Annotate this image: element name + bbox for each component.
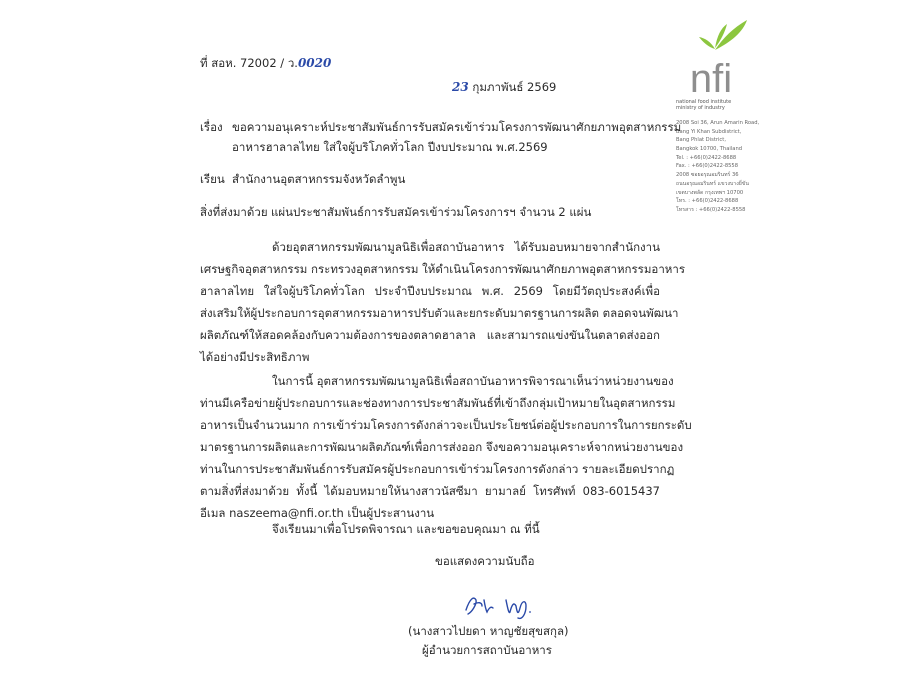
address-line: Fax. : +66(0)2422-8558 xyxy=(676,163,739,170)
handwritten-signature xyxy=(460,590,540,622)
address-line: Bang Yi Khan Subdistrict, xyxy=(676,128,742,135)
paragraph-line: อาหารเป็นจำนวนมาก การเข้าร่วมโครงการดังกล่าวจะเป็นประโยชน์ต่อผู้ประกอบการในการยกระดับ xyxy=(200,418,692,432)
reference-prefix: ที่ สอห. 72002 / ว. xyxy=(200,56,298,70)
recipient-label: เรียน xyxy=(200,172,225,186)
paragraph-line: ส่งเสริมให้ผู้ประกอบการอุตสาหกรรมอาหารปรับตัวและยกระดับมาตรฐานการผลิต ตลอดจนพัฒนา xyxy=(200,306,679,320)
date-month-year: กุมภาพันธ์ 2569 xyxy=(472,80,557,94)
paragraph-line: ท่านมีเครือข่ายผู้ประกอบการและช่องทางการประชาสัมพันธ์ที่เข้าถึงกลุ่มเป้าหมายในอุตสาหกรรม xyxy=(200,396,676,410)
nfi-logo xyxy=(671,18,751,96)
address-line: โทรสาร : +66(0)2422-8558 xyxy=(676,206,746,213)
logo-subtitle: national food institute ministry of industry xyxy=(676,99,732,111)
paragraph-line: ด้วยอุตสาหกรรมพัฒนามูลนิธิเพื่อสถาบันอาหาร ได้รับมอบหมายจากสำนักงาน xyxy=(272,240,660,254)
recipient-value: สำนักงานอุตสาหกรรมจังหวัดลำพูน xyxy=(232,172,406,186)
date-day-handwritten: 23 xyxy=(452,80,469,94)
address-line: Tel. : +66(0)2422-8688 xyxy=(676,154,737,161)
regards-line: ขอแสดงความนับถือ xyxy=(435,554,535,568)
body-paragraph-2 xyxy=(200,370,692,524)
address-line: 2008 Soi 36, Arun Amarin Road, xyxy=(676,120,760,126)
paragraph-line: มาตรฐานการผลิตและการพัฒนาผลิตภัณฑ์เพื่อการส่งออก จึงขอความอนุเคราะห์จากหน่วยงานของ xyxy=(200,440,684,454)
paragraph-line: ตามสิ่งที่ส่งมาด้วย ทั้งนี้ ได้มอบหมายให้นางสาวนัสซีมา ยามาลย์ โทรศัพท์ 083-6015437 xyxy=(200,484,660,498)
address-block xyxy=(676,119,759,215)
address-line: 2008 ซอยอรุณอมรินทร์ 36 xyxy=(676,172,739,179)
address-line: Bang Phlat District, xyxy=(676,137,726,144)
paragraph-line: อีเมล naszeema@nfi.or.th เป็นผู้ประสานงาน xyxy=(200,506,435,520)
address-line: Bangkok 10700, Thailand xyxy=(676,146,743,153)
reference-number xyxy=(200,57,331,70)
paragraph-line: เศรษฐกิจอุตสาหกรรม กระทรวงอุตสาหกรรม ให้ดำเนินโครงการพัฒนาศักยภาพอุตสาหกรรมอาหาร xyxy=(200,262,685,276)
paragraph-line: ได้อย่างมีประสิทธิภาพ xyxy=(200,350,310,364)
body-paragraph-1 xyxy=(200,236,685,368)
address-line: เขตบางพลัด กรุงเทพฯ 10700 xyxy=(676,189,744,196)
address-line: ถนนอรุณอมรินทร์ แขวงบางยี่ขัน xyxy=(676,180,749,187)
subject-label: เรื่อง xyxy=(200,120,223,134)
logo-wordmark: nfi xyxy=(689,57,733,96)
address-line: โทร. : +66(0)2422-8688 xyxy=(676,198,739,205)
paragraph-line: ท่านในการประชาสัมพันธ์การรับสมัครผู้ประกอบการเข้าร่วมโครงการดังกล่าว รายละเอียดปรากฏ xyxy=(200,462,675,476)
paragraph-line: ในการนี้ อุตสาหกรรมพัฒนามูลนิธิเพื่อสถาบันอาหารพิจารณาเห็นว่าหน่วยงานของ xyxy=(272,374,674,388)
subject-line-1: ขอความอนุเคราะห์ประชาสัมพันธ์การรับสมัครเข้าร่วมโครงการพัฒนาศักยภาพอุตสาหกรรม xyxy=(232,120,682,134)
letter-date xyxy=(452,81,556,94)
subject-line-2: อาหารฮาลาลไทย ใส่ใจผู้บริโภคทั่วโลก ปีงบประมาณ พ.ศ.2569 xyxy=(232,140,548,154)
closing-line: จึงเรียนมาเพื่อโปรดพิจารณา และขอขอบคุณมา ณ ที่นี้ xyxy=(272,522,540,536)
paragraph-line: ฮาลาลไทย ใส่ใจผู้บริโภคทั่วโลก ประจำปีงบประมาณ พ.ศ. 2569 โดยมีวัตถุประสงค์เพื่อ xyxy=(200,284,660,298)
signer-name: (นางสาวไปยดา หาญชัยสุขสกุล) xyxy=(408,624,569,638)
reference-handwritten: 0020 xyxy=(297,56,332,70)
paragraph-line: ผลิตภัณฑ์ให้สอดคล้องกับความต้องการของตลาดฮาลาล และสามารถแข่งขันในตลาดส่งออก xyxy=(200,328,660,342)
enclosure-label: สิ่งที่ส่งมาด้วย xyxy=(200,205,268,219)
enclosure-value: แผ่นประชาสัมพันธ์การรับสมัครเข้าร่วมโครงการฯ จำนวน 2 แผ่น xyxy=(271,205,592,219)
signer-title: ผู้อำนวยการสถาบันอาหาร xyxy=(422,643,552,657)
